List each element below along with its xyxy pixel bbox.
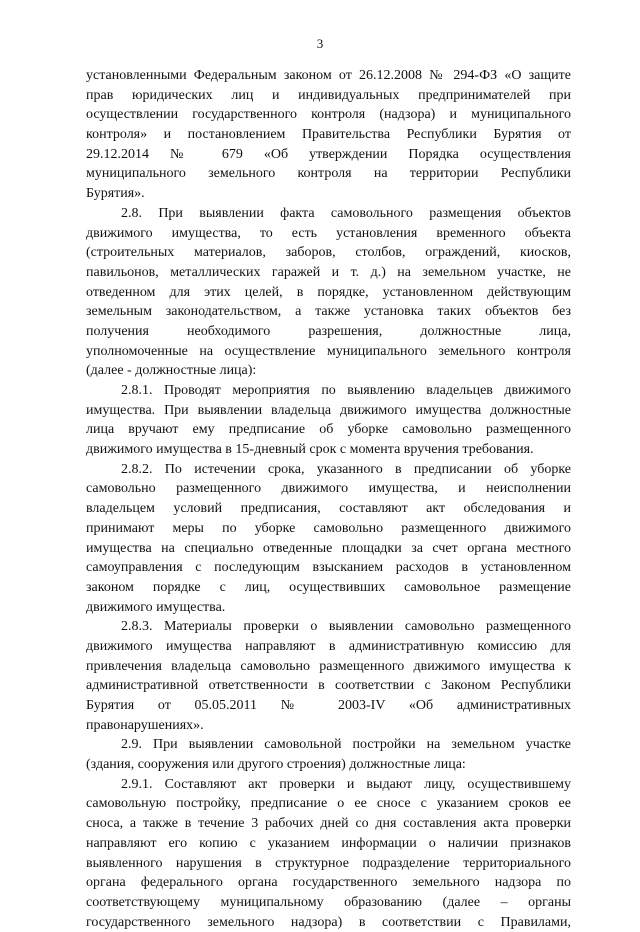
text-line: контроля» и постановлением Правительства Республики Бурятия от (86, 127, 571, 143)
text-line: осуществлении государственного контроля (надзора) и муниципального (86, 107, 571, 123)
text-line: органа федерального органа государственного земельного надзора по (86, 875, 571, 891)
text-line: движимого имущества в 15-дневный срок с момента вручения требования. (86, 442, 534, 458)
text-line: самоуправления с последующим взысканием расходов в установленном (86, 560, 571, 576)
text-line: отведенном для этих целей, в порядке, установленном действующим (86, 284, 571, 300)
text-line: муниципального земельного контроля на территории Республики (86, 166, 571, 182)
text-line: прав юридических лиц и индивидуальных предпринимателей при (86, 87, 571, 103)
body-text (86, 66, 571, 932)
text-line: владельцем условий предписания, составляют акт обследования и (86, 501, 571, 517)
text-line: лица вручают ему предписание об уборке самовольно размещенного (86, 422, 571, 438)
text-line: (здания, сооружения или другого строения) должностные лица: (86, 757, 466, 773)
text-line: земельным законодательством, а также установка таких объектов без (86, 304, 571, 320)
text-line: имущества. При выявлении владельца движимого имущества должностные (86, 402, 571, 418)
text-line: привлечения владельца самовольно размещенного движимого имущества к (86, 658, 571, 674)
text-line: (далее - должностные лица): (86, 363, 257, 379)
text-line: сноса, а также в течение 3 рабочих дней со дня составления акта проверки (86, 816, 571, 832)
text-line: установленными Федеральным законом от 26.12.2008 № 294-ФЗ «О защите (86, 68, 571, 83)
text-line: 29.12.2014 № 679 «Об утверждении Порядка осуществления (86, 146, 571, 162)
text-line: соответствующему муниципальному образованию (далее – органы (86, 894, 571, 910)
text-line: уполномоченные на осуществление муниципального земельного контроля (86, 343, 571, 359)
text-line: 2.9. При выявлении самовольной постройки на земельном участке (121, 737, 571, 753)
text-line: движимого имущества. (86, 599, 226, 615)
text-line: получения необходимого разрешения, должностные лица, (86, 323, 571, 339)
text-line: 2.8.1. Проводят мероприятия по выявлению владельцев движимого (121, 383, 571, 398)
text-line: движимого имущества направляют в административную комиссию для (86, 638, 571, 654)
text-line: самовольную постройку, предписание о ее сносе с указанием сроков ее (86, 796, 571, 812)
text-line: 2.8.3. Материалы проверки о выявлении самовольно размещенного (121, 619, 571, 635)
text-line: направляют его копию с указанием информации о наличии признаков (86, 835, 571, 851)
text-line: (строительных материалов, заборов, столбов, ограждений, киосков, (86, 245, 571, 261)
text-line: административной ответственности в соответствии с Законом Республики (86, 678, 571, 694)
text-line: правонарушениях». (86, 717, 204, 733)
text-line: Бурятия от 05.05.2011 № 2003-IV «Об административных (86, 698, 571, 713)
text-line: выявленного нарушения в структурное подразделение территориального (86, 855, 571, 871)
text-line: 2.8.2. По истечении срока, указанного в предписании об уборке (121, 461, 571, 477)
text-line: павильонов, металлических гаражей и т. д.) на земельном участке, не (86, 264, 571, 280)
text-line: 2.8. При выявлении факта самовольного размещения объектов (121, 205, 571, 221)
text-line: имущества на специально отведенные площадки за счет органа местного (86, 540, 571, 556)
text-line: Бурятия». (86, 186, 145, 202)
text-line: движимого имущества, то есть установления временного объекта (86, 225, 571, 241)
text-line: самовольно размещенного движимого имущества, и неисполнении (86, 481, 571, 497)
text-line: государственного земельного надзора) в соответствии с Правилами, (86, 914, 571, 930)
text-line: 2.9.1. Составляют акт проверки и выдают лицу, осуществившему (121, 776, 571, 792)
text-line: принимают меры по уборке самовольно размещенного движимого (86, 520, 571, 536)
text-line: законом порядке с лиц, осуществивших самовольное размещение (86, 579, 571, 595)
page-number: 3 (316, 36, 324, 51)
